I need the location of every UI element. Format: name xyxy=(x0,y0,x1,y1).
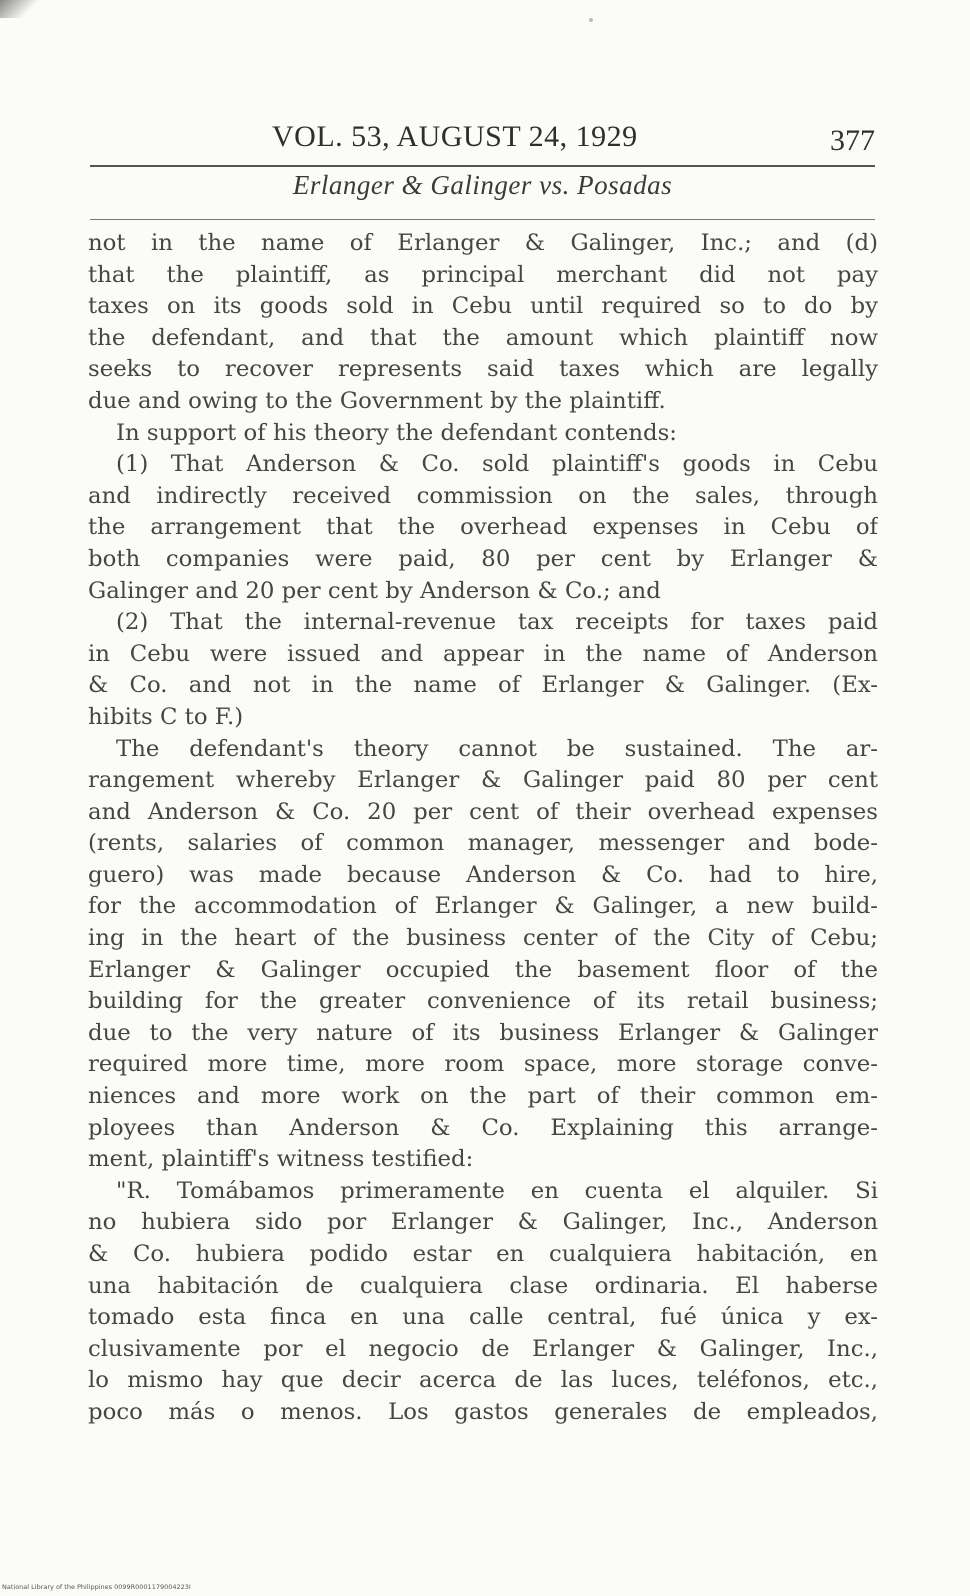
text-line: guero) was made because Anderson & Co. had to hire, xyxy=(88,861,878,888)
scan-credit: National Library of the Philippines 0099R0001179004223I xyxy=(2,1583,191,1591)
text-line: una habitación de cualquiera clase ordinaria. El haberse xyxy=(88,1272,878,1299)
text-line: both companies were paid, 80 per cent by Erlanger & xyxy=(88,545,878,572)
text-line: niences and more work on the part of their common em- xyxy=(88,1083,878,1110)
text-line: clusivamente por el negocio de Erlanger & Galinger, Inc., xyxy=(88,1335,878,1362)
text-line: building for the greater convenience of its retail business; xyxy=(88,988,878,1015)
text-line: that the plaintiff, as principal merchant did not pay xyxy=(88,261,878,288)
text-line: for the accommodation of Erlanger & Galinger, a new build- xyxy=(88,893,878,920)
text-line: & Co. and not in the name of Erlanger & Galinger. (Ex- xyxy=(88,672,878,699)
text-line: & Co. hubiera podido estar en cualquiera habitación, en xyxy=(88,1241,878,1267)
text-line: due and owing to the Government by the plaintiff. xyxy=(88,387,666,414)
running-head: VOL. 53, AUGUST 24, 1929 xyxy=(272,120,638,153)
text-line: and Anderson & Co. 20 per cent of their overhead expenses xyxy=(88,798,878,825)
text-line: lo mismo hay que decir acerca de las luces, teléfonos, etc., xyxy=(88,1367,878,1394)
header-rule-top xyxy=(90,165,875,167)
text-line: poco más o menos. Los gastos generales de empleados, xyxy=(88,1398,878,1425)
text-line: ing in the heart of the business center of the City of Cebu; xyxy=(88,925,878,952)
text-line: not in the name of Erlanger & Galinger, Inc.; and (d) xyxy=(88,230,878,256)
text-line: taxes on its goods sold in Cebu until required so to do by xyxy=(88,293,878,320)
text-line: required more time, more room space, more storage conve- xyxy=(88,1051,878,1078)
text-line: no hubiera sido por Erlanger & Galinger, Inc., Anderson xyxy=(88,1209,878,1236)
text-line: (rents, salaries of common manager, messenger and bode- xyxy=(88,830,878,857)
body-text xyxy=(88,228,878,1429)
text-line: due to the very nature of its business Erlanger & Galinger xyxy=(88,1019,878,1046)
text-line: the arrangement that the overhead expenses in Cebu of xyxy=(88,514,878,541)
page-header xyxy=(90,118,875,164)
text-line: "R. Tomábamos primeramente en cuenta el alquiler. Si xyxy=(116,1177,878,1204)
text-line: ment, plaintiff's witness testified: xyxy=(88,1146,474,1173)
text-line: The defendant's theory cannot be sustained. The ar- xyxy=(116,735,878,762)
scan-speck xyxy=(589,18,593,22)
case-title: Erlanger & Galinger vs. Posadas xyxy=(292,170,673,200)
scan-corner-shadow xyxy=(0,0,40,18)
text-line: in Cebu were issued and appear in the name of Anderson xyxy=(88,640,878,667)
header-rule-bottom xyxy=(90,219,875,220)
text-line: In support of his theory the defendant contends: xyxy=(116,419,677,446)
text-line: seeks to recover represents said taxes which are legally xyxy=(88,356,878,383)
text-line: rangement whereby Erlanger & Galinger paid 80 per cent xyxy=(88,767,878,794)
text-line: ployees than Anderson & Co. Explaining this arrange- xyxy=(88,1114,878,1141)
text-line: Erlanger & Galinger occupied the basement floor of the xyxy=(88,956,878,983)
page-number: 377 xyxy=(830,124,875,157)
text-line: the defendant, and that the amount which plaintiff now xyxy=(88,324,878,351)
text-line: Galinger and 20 per cent by Anderson & Co.; and xyxy=(88,577,661,604)
text-line: tomado esta finca en una calle central, fué única y ex- xyxy=(88,1304,878,1331)
text-line: hibits C to F.) xyxy=(88,703,244,730)
text-line: and indirectly received commission on the sales, through xyxy=(88,482,878,509)
text-line: (1) That Anderson & Co. sold plaintiff's goods in Cebu xyxy=(116,451,878,478)
text-line: (2) That the internal-revenue tax receipts for taxes paid xyxy=(116,609,878,636)
